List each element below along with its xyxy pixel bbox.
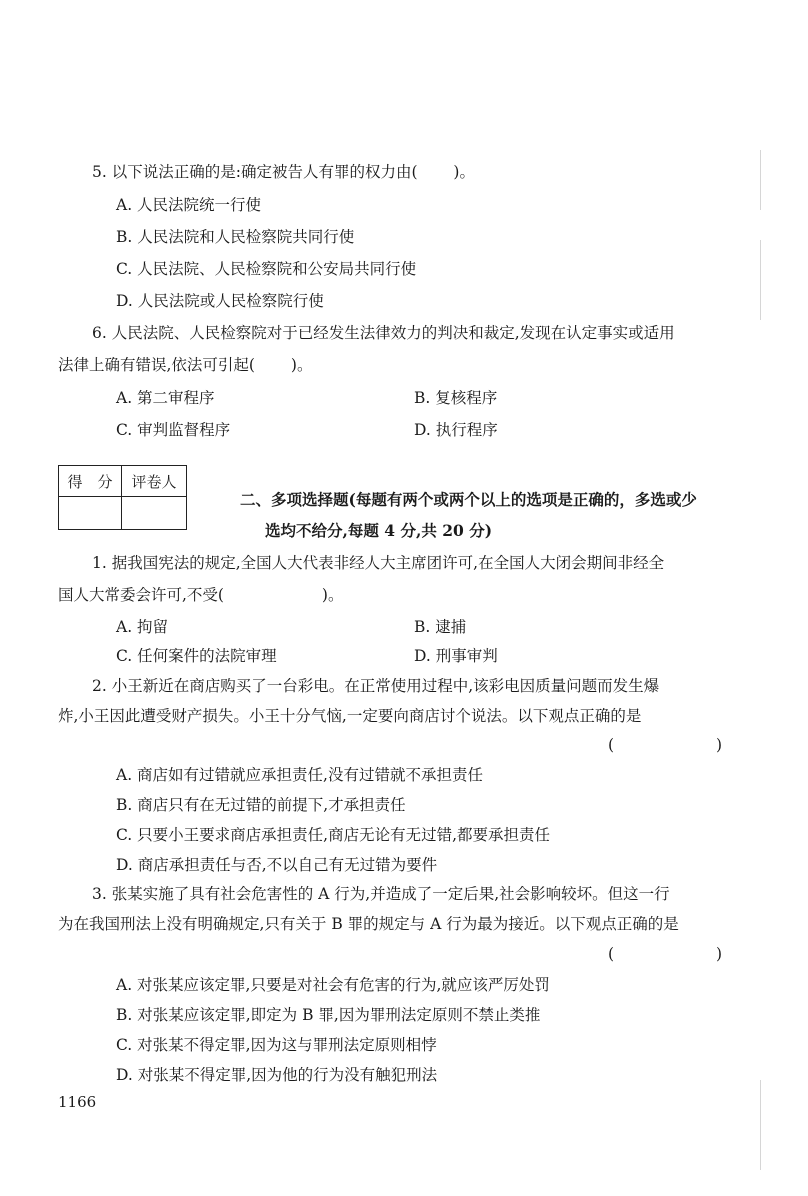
mc-3-option-a: A. 对张某应该定罪,只要是对社会有危害的行为,就应该严厉处罚 xyxy=(116,976,550,994)
question-5-option-c: C. 人民法院、人民检察院和公安局共同行使 xyxy=(116,260,417,278)
section-2-heading-line2: 选均不给分,每题 4 分,共 20 分) xyxy=(265,521,493,540)
mc-3-stem-line1: 3. 张某实施了具有社会危害性的 A 行为,并造成了一定后果,社会影响较坏。但这一行 xyxy=(92,885,670,903)
grader-cell xyxy=(122,497,187,530)
mc-3-stem-line2: 为在我国刑法上没有明确规定,只有关于 B 罪的规定与 A 行为最为接近。以下观点正确的是 xyxy=(58,915,679,933)
grader-label: 评卷人 xyxy=(122,466,187,497)
section-2-heading-line1: 二、多项选择题(每题有两个或两个以上的选项是正确的，多选或少 xyxy=(240,490,697,509)
mc-1-option-a: A. 拘留 xyxy=(116,618,169,636)
mc-2-option-b: B. 商店只有在无过错的前提下,才承担责任 xyxy=(116,796,406,814)
question-6-option-d: D. 执行程序 xyxy=(414,421,498,439)
mc-2-option-c: C. 只要小王要求商店承担责任,商店无论有无过错,都要承担责任 xyxy=(116,826,551,844)
mc-3-answer-paren-close: ) xyxy=(716,945,723,963)
mc-2-stem-line1: 2. 小王新近在商店购买了一台彩电。在正常使用过程中,该彩电因质量问题而发生爆 xyxy=(92,677,660,695)
question-5-stem: 5. 以下说法正确的是:确定被告人有罪的权力由( )。 xyxy=(92,163,475,181)
mc-1-option-c: C. 任何案件的法院审理 xyxy=(116,647,277,665)
question-5-option-d: D. 人民法院或人民检察院行使 xyxy=(116,292,324,310)
score-cell xyxy=(59,497,122,530)
mc-3-option-d: D. 对张某不得定罪,因为他的行为没有触犯刑法 xyxy=(116,1066,438,1084)
mc-2-option-a: A. 商店如有过错就应承担责任,没有过错就不承担责任 xyxy=(116,766,483,784)
mc-3-answer-paren-open: ( xyxy=(608,945,615,963)
question-6-stem-line1: 6. 人民法院、人民检察院对于已经发生法律效力的判决和裁定,发现在认定事实或适用 xyxy=(92,324,675,342)
mc-2-answer-paren-close: ) xyxy=(716,736,723,754)
mc-1-stem-line1: 1. 据我国宪法的规定,全国人大代表非经人大主席团许可,在全国人大闭会期间非经全 xyxy=(92,554,665,572)
scan-edge-mark xyxy=(760,150,761,210)
question-5-option-a: A. 人民法院统一行使 xyxy=(116,196,262,214)
question-6-option-a: A. 第二审程序 xyxy=(116,389,215,407)
question-6-option-c: C. 审判监督程序 xyxy=(116,421,231,439)
scan-edge-mark xyxy=(760,1080,761,1170)
mc-3-option-c: C. 对张某不得定罪,因为这与罪刑法定原则相悖 xyxy=(116,1036,437,1054)
mc-2-stem-line2: 炸,小王因此遭受财产损失。小王十分气恼,一定要向商店讨个说法。以下观点正确的是 xyxy=(58,707,642,725)
question-6-option-b: B. 复核程序 xyxy=(414,389,498,407)
mc-1-option-d: D. 刑事审判 xyxy=(414,647,498,665)
score-label: 得 分 xyxy=(59,466,122,497)
mc-2-answer-paren-open: ( xyxy=(608,736,615,754)
question-5-option-b: B. 人民法院和人民检察院共同行使 xyxy=(116,228,355,246)
mc-2-option-d: D. 商店承担责任与否,不以自己有无过错为要件 xyxy=(116,856,438,874)
page-number: 1166 xyxy=(58,1093,97,1111)
mc-1-stem-line2: 国人大常委会许可,不受( )。 xyxy=(58,586,344,604)
score-box xyxy=(58,465,187,530)
mc-1-option-b: B. 逮捕 xyxy=(414,618,467,636)
scan-edge-mark xyxy=(760,240,761,320)
question-6-stem-line2: 法律上确有错误,依法可引起( )。 xyxy=(58,356,313,374)
mc-3-option-b: B. 对张某应该定罪,即定为 B 罪,因为罪刑法定原则不禁止类推 xyxy=(116,1006,541,1024)
